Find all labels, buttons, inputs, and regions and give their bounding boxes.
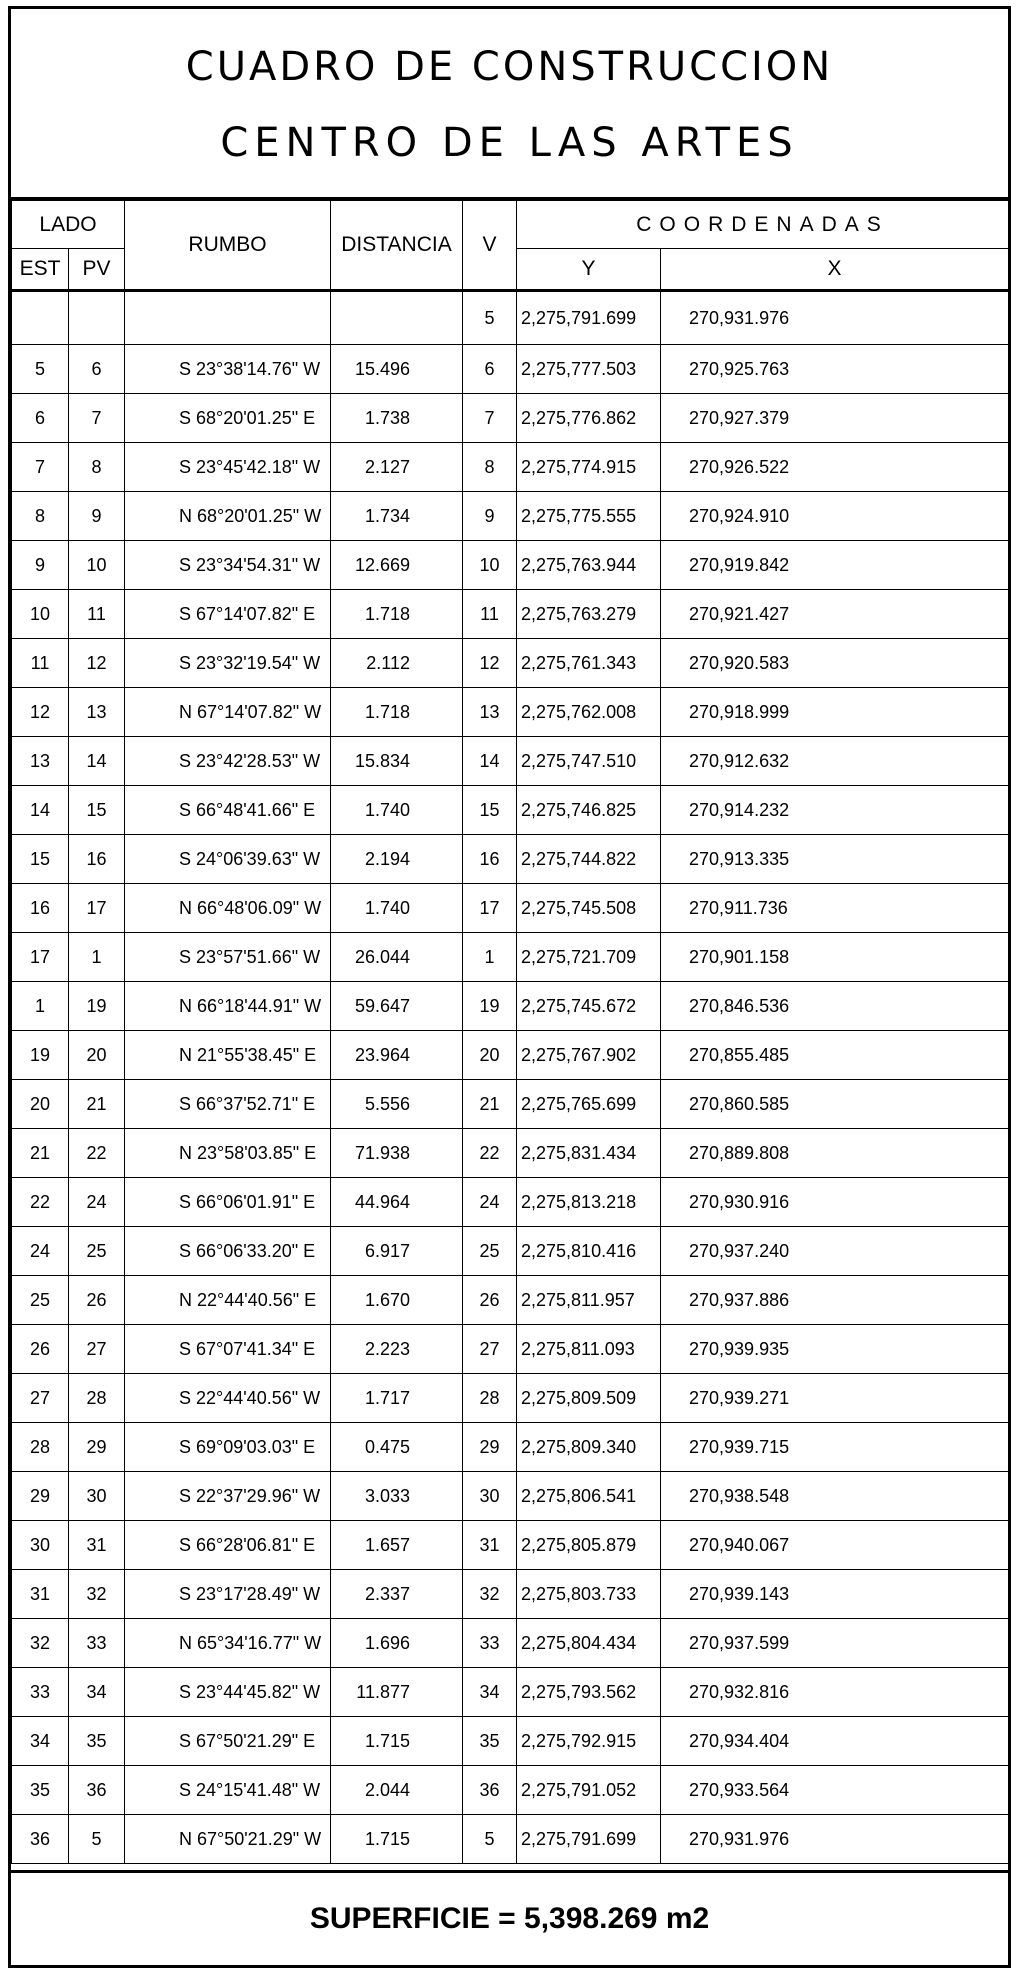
cell-pv: 13 xyxy=(69,688,125,737)
cell-distancia: 2.127 xyxy=(331,443,463,492)
cell-distancia: 71.938 xyxy=(331,1129,463,1178)
cell-v: 11 xyxy=(463,590,517,639)
header-rumbo: RUMBO xyxy=(125,201,331,291)
cell-v: 6 xyxy=(463,345,517,394)
cell-est: 11 xyxy=(12,639,69,688)
cell-y: 2,275,811.093 xyxy=(517,1325,661,1374)
construction-table xyxy=(11,200,1009,1864)
cell-rumbo: N 68°20'01.25" W xyxy=(125,492,331,541)
cell-v: 34 xyxy=(463,1668,517,1717)
cell-x: 270,937.599 xyxy=(661,1619,1009,1668)
cell-v: 10 xyxy=(463,541,517,590)
cell-v: 22 xyxy=(463,1129,517,1178)
cell-y: 2,275,791.052 xyxy=(517,1766,661,1815)
cell-y: 2,275,763.279 xyxy=(517,590,661,639)
cell-rumbo: N 66°18'44.91" W xyxy=(125,982,331,1031)
cell-x: 270,901.158 xyxy=(661,933,1009,982)
table-row xyxy=(12,1668,1009,1717)
cell-v: 16 xyxy=(463,835,517,884)
cell-x: 270,930.916 xyxy=(661,1178,1009,1227)
cell-x: 270,926.522 xyxy=(661,443,1009,492)
cell-y: 2,275,745.508 xyxy=(517,884,661,933)
cell-v: 26 xyxy=(463,1276,517,1325)
cell-pv: 33 xyxy=(69,1619,125,1668)
cell-est: 20 xyxy=(12,1080,69,1129)
table-row xyxy=(12,639,1009,688)
table-row xyxy=(12,291,1009,345)
cell-v: 33 xyxy=(463,1619,517,1668)
cell-pv: 27 xyxy=(69,1325,125,1374)
construction-table-frame xyxy=(8,6,1011,1968)
cell-v: 12 xyxy=(463,639,517,688)
cell-pv: 28 xyxy=(69,1374,125,1423)
cell-distancia: 1.718 xyxy=(331,688,463,737)
cell-pv: 16 xyxy=(69,835,125,884)
cell-x: 270,937.886 xyxy=(661,1276,1009,1325)
cell-pv: 31 xyxy=(69,1521,125,1570)
cell-x: 270,939.143 xyxy=(661,1570,1009,1619)
cell-v: 30 xyxy=(463,1472,517,1521)
cell-v: 17 xyxy=(463,884,517,933)
cell-pv: 22 xyxy=(69,1129,125,1178)
cell-distancia: 2.223 xyxy=(331,1325,463,1374)
cell-pv: 25 xyxy=(69,1227,125,1276)
cell-distancia: 1.718 xyxy=(331,590,463,639)
cell-distancia: 1.696 xyxy=(331,1619,463,1668)
cell-pv xyxy=(69,291,125,345)
cell-rumbo: S 24°06'39.63" W xyxy=(125,835,331,884)
cell-y: 2,275,810.416 xyxy=(517,1227,661,1276)
cell-y: 2,275,777.503 xyxy=(517,345,661,394)
cell-pv: 26 xyxy=(69,1276,125,1325)
cell-v: 8 xyxy=(463,443,517,492)
cell-distancia: 2.044 xyxy=(331,1766,463,1815)
cell-est: 34 xyxy=(12,1717,69,1766)
header-distancia: DISTANCIA xyxy=(331,201,463,291)
table-row xyxy=(12,1325,1009,1374)
cell-rumbo: N 67°14'07.82" W xyxy=(125,688,331,737)
cell-v: 29 xyxy=(463,1423,517,1472)
cell-rumbo: S 23°42'28.53" W xyxy=(125,737,331,786)
cell-v: 14 xyxy=(463,737,517,786)
cell-pv: 1 xyxy=(69,933,125,982)
cell-est: 28 xyxy=(12,1423,69,1472)
table-row xyxy=(12,1766,1009,1815)
table-body xyxy=(12,291,1009,1864)
cell-distancia: 59.647 xyxy=(331,982,463,1031)
cell-est: 13 xyxy=(12,737,69,786)
table-row xyxy=(12,1276,1009,1325)
cell-est: 5 xyxy=(12,345,69,394)
cell-x: 270,924.910 xyxy=(661,492,1009,541)
cell-y: 2,275,806.541 xyxy=(517,1472,661,1521)
cell-est xyxy=(12,291,69,345)
cell-v: 35 xyxy=(463,1717,517,1766)
table-row xyxy=(12,1815,1009,1864)
table-row xyxy=(12,1227,1009,1276)
cell-est: 6 xyxy=(12,394,69,443)
cell-y: 2,275,762.008 xyxy=(517,688,661,737)
cell-y: 2,275,793.562 xyxy=(517,1668,661,1717)
cell-distancia: 15.496 xyxy=(331,345,463,394)
header-coordenadas: COORDENADAS xyxy=(517,201,1009,249)
cell-x: 270,939.715 xyxy=(661,1423,1009,1472)
cell-pv: 35 xyxy=(69,1717,125,1766)
cell-pv: 10 xyxy=(69,541,125,590)
cell-pv: 12 xyxy=(69,639,125,688)
cell-est: 35 xyxy=(12,1766,69,1815)
cell-pv: 21 xyxy=(69,1080,125,1129)
cell-est: 36 xyxy=(12,1815,69,1864)
cell-x: 270,939.271 xyxy=(661,1374,1009,1423)
cell-est: 10 xyxy=(12,590,69,639)
cell-rumbo: S 69°09'03.03" E xyxy=(125,1423,331,1472)
cell-pv: 36 xyxy=(69,1766,125,1815)
table-row xyxy=(12,737,1009,786)
cell-y: 2,275,792.915 xyxy=(517,1717,661,1766)
table-row xyxy=(12,1178,1009,1227)
table-row xyxy=(12,982,1009,1031)
cell-distancia: 2.337 xyxy=(331,1570,463,1619)
cell-x: 270,938.548 xyxy=(661,1472,1009,1521)
cell-y: 2,275,791.699 xyxy=(517,1815,661,1864)
cell-v: 20 xyxy=(463,1031,517,1080)
cell-pv: 34 xyxy=(69,1668,125,1717)
cell-rumbo: N 23°58'03.85" E xyxy=(125,1129,331,1178)
header-est: EST xyxy=(12,249,69,291)
table-row xyxy=(12,1570,1009,1619)
table-row xyxy=(12,1717,1009,1766)
cell-rumbo: S 66°28'06.81" E xyxy=(125,1521,331,1570)
cell-distancia: 0.475 xyxy=(331,1423,463,1472)
cell-est: 12 xyxy=(12,688,69,737)
superficie-total: SUPERFICIE = 5,398.269 m2 xyxy=(11,1870,1008,1965)
cell-y: 2,275,761.343 xyxy=(517,639,661,688)
table-row xyxy=(12,345,1009,394)
cell-pv: 8 xyxy=(69,443,125,492)
cell-x: 270,939.935 xyxy=(661,1325,1009,1374)
cell-x: 270,933.564 xyxy=(661,1766,1009,1815)
cell-est: 21 xyxy=(12,1129,69,1178)
cell-x: 270,940.067 xyxy=(661,1521,1009,1570)
cell-distancia: 2.194 xyxy=(331,835,463,884)
table-row xyxy=(12,492,1009,541)
cell-est: 24 xyxy=(12,1227,69,1276)
cell-y: 2,275,803.733 xyxy=(517,1570,661,1619)
cell-est: 8 xyxy=(12,492,69,541)
table-row xyxy=(12,394,1009,443)
cell-distancia: 6.917 xyxy=(331,1227,463,1276)
cell-est: 14 xyxy=(12,786,69,835)
cell-rumbo: S 68°20'01.25" E xyxy=(125,394,331,443)
cell-distancia: 1.715 xyxy=(331,1815,463,1864)
cell-pv: 19 xyxy=(69,982,125,1031)
cell-est: 27 xyxy=(12,1374,69,1423)
cell-distancia: 1.734 xyxy=(331,492,463,541)
cell-v: 27 xyxy=(463,1325,517,1374)
cell-pv: 30 xyxy=(69,1472,125,1521)
cell-v: 1 xyxy=(463,933,517,982)
table-row xyxy=(12,1619,1009,1668)
cell-y: 2,275,763.944 xyxy=(517,541,661,590)
cell-distancia: 15.834 xyxy=(331,737,463,786)
cell-v: 31 xyxy=(463,1521,517,1570)
cell-distancia xyxy=(331,291,463,345)
cell-distancia: 11.877 xyxy=(331,1668,463,1717)
cell-y: 2,275,809.509 xyxy=(517,1374,661,1423)
cell-rumbo: S 67°50'21.29" E xyxy=(125,1717,331,1766)
header-pv: PV xyxy=(69,249,125,291)
cell-x: 270,913.335 xyxy=(661,835,1009,884)
cell-x: 270,914.232 xyxy=(661,786,1009,835)
cell-v: 28 xyxy=(463,1374,517,1423)
table-row xyxy=(12,541,1009,590)
cell-est: 33 xyxy=(12,1668,69,1717)
cell-distancia: 1.670 xyxy=(331,1276,463,1325)
table-row xyxy=(12,590,1009,639)
cell-x: 270,855.485 xyxy=(661,1031,1009,1080)
cell-v: 36 xyxy=(463,1766,517,1815)
cell-distancia: 23.964 xyxy=(331,1031,463,1080)
cell-x: 270,934.404 xyxy=(661,1717,1009,1766)
cell-y: 2,275,744.822 xyxy=(517,835,661,884)
table-row xyxy=(12,884,1009,933)
cell-pv: 32 xyxy=(69,1570,125,1619)
cell-rumbo: S 66°48'41.66" E xyxy=(125,786,331,835)
cell-est: 26 xyxy=(12,1325,69,1374)
cell-pv: 9 xyxy=(69,492,125,541)
table-row xyxy=(12,1423,1009,1472)
cell-y: 2,275,765.699 xyxy=(517,1080,661,1129)
cell-pv: 11 xyxy=(69,590,125,639)
cell-pv: 5 xyxy=(69,1815,125,1864)
cell-distancia: 1.717 xyxy=(331,1374,463,1423)
cell-est: 29 xyxy=(12,1472,69,1521)
cell-est: 1 xyxy=(12,982,69,1031)
header-row xyxy=(12,201,1009,249)
cell-v: 5 xyxy=(463,1815,517,1864)
cell-v: 24 xyxy=(463,1178,517,1227)
cell-v: 19 xyxy=(463,982,517,1031)
cell-x: 270,920.583 xyxy=(661,639,1009,688)
title-block xyxy=(11,9,1008,200)
cell-rumbo: S 66°37'52.71" E xyxy=(125,1080,331,1129)
cell-est: 30 xyxy=(12,1521,69,1570)
table-row xyxy=(12,1472,1009,1521)
cell-y: 2,275,809.340 xyxy=(517,1423,661,1472)
table-row xyxy=(12,1031,1009,1080)
cell-y: 2,275,831.434 xyxy=(517,1129,661,1178)
cell-est: 25 xyxy=(12,1276,69,1325)
cell-pv: 14 xyxy=(69,737,125,786)
cell-v: 15 xyxy=(463,786,517,835)
cell-v: 32 xyxy=(463,1570,517,1619)
cell-x: 270,860.585 xyxy=(661,1080,1009,1129)
header-y: Y xyxy=(517,249,661,291)
cell-x: 270,927.379 xyxy=(661,394,1009,443)
header-lado: LADO xyxy=(12,201,125,249)
cell-est: 16 xyxy=(12,884,69,933)
cell-rumbo: S 67°07'41.34" E xyxy=(125,1325,331,1374)
cell-pv: 17 xyxy=(69,884,125,933)
cell-x: 270,931.976 xyxy=(661,291,1009,345)
cell-distancia: 5.556 xyxy=(331,1080,463,1129)
table-row xyxy=(12,933,1009,982)
cell-rumbo: S 23°44'45.82" W xyxy=(125,1668,331,1717)
cell-distancia: 3.033 xyxy=(331,1472,463,1521)
cell-est: 15 xyxy=(12,835,69,884)
cell-est: 9 xyxy=(12,541,69,590)
cell-y: 2,275,805.879 xyxy=(517,1521,661,1570)
cell-y: 2,275,774.915 xyxy=(517,443,661,492)
cell-rumbo: S 67°14'07.82" E xyxy=(125,590,331,639)
cell-rumbo: N 22°44'40.56" E xyxy=(125,1276,331,1325)
cell-distancia: 26.044 xyxy=(331,933,463,982)
cell-v: 7 xyxy=(463,394,517,443)
cell-rumbo: S 22°44'40.56" W xyxy=(125,1374,331,1423)
cell-x: 270,889.808 xyxy=(661,1129,1009,1178)
cell-v: 9 xyxy=(463,492,517,541)
cell-x: 270,919.842 xyxy=(661,541,1009,590)
cell-x: 270,912.632 xyxy=(661,737,1009,786)
cell-distancia: 1.740 xyxy=(331,884,463,933)
cell-distancia: 12.669 xyxy=(331,541,463,590)
cell-rumbo: S 23°34'54.31" W xyxy=(125,541,331,590)
table-row xyxy=(12,1129,1009,1178)
cell-rumbo xyxy=(125,291,331,345)
cell-est: 22 xyxy=(12,1178,69,1227)
cell-v: 13 xyxy=(463,688,517,737)
cell-y: 2,275,745.672 xyxy=(517,982,661,1031)
table-row xyxy=(12,1080,1009,1129)
table-row xyxy=(12,688,1009,737)
cell-x: 270,932.816 xyxy=(661,1668,1009,1717)
cell-rumbo: S 66°06'33.20" E xyxy=(125,1227,331,1276)
cell-y: 2,275,811.957 xyxy=(517,1276,661,1325)
cell-y: 2,275,804.434 xyxy=(517,1619,661,1668)
cell-pv: 15 xyxy=(69,786,125,835)
cell-est: 31 xyxy=(12,1570,69,1619)
cell-x: 270,911.736 xyxy=(661,884,1009,933)
cell-y: 2,275,776.862 xyxy=(517,394,661,443)
cell-distancia: 1.715 xyxy=(331,1717,463,1766)
cell-x: 270,918.999 xyxy=(661,688,1009,737)
cell-y: 2,275,747.510 xyxy=(517,737,661,786)
cell-y: 2,275,721.709 xyxy=(517,933,661,982)
table-row xyxy=(12,443,1009,492)
cell-rumbo: S 24°15'41.48" W xyxy=(125,1766,331,1815)
cell-x: 270,846.536 xyxy=(661,982,1009,1031)
cell-distancia: 1.738 xyxy=(331,394,463,443)
cell-rumbo: S 23°45'42.18" W xyxy=(125,443,331,492)
table-row xyxy=(12,1374,1009,1423)
cell-distancia: 1.657 xyxy=(331,1521,463,1570)
cell-v: 25 xyxy=(463,1227,517,1276)
table-row xyxy=(12,786,1009,835)
document-title: CUADRO DE CONSTRUCCION xyxy=(185,44,834,90)
header-x: X xyxy=(661,249,1009,291)
cell-est: 32 xyxy=(12,1619,69,1668)
table-row xyxy=(12,835,1009,884)
cell-distancia: 1.740 xyxy=(331,786,463,835)
cell-rumbo: S 23°32'19.54" W xyxy=(125,639,331,688)
cell-rumbo: S 23°57'51.66" W xyxy=(125,933,331,982)
cell-rumbo: N 65°34'16.77" W xyxy=(125,1619,331,1668)
cell-est: 19 xyxy=(12,1031,69,1080)
cell-distancia: 44.964 xyxy=(331,1178,463,1227)
cell-pv: 20 xyxy=(69,1031,125,1080)
cell-y: 2,275,791.699 xyxy=(517,291,661,345)
cell-v: 21 xyxy=(463,1080,517,1129)
cell-y: 2,275,746.825 xyxy=(517,786,661,835)
cell-pv: 24 xyxy=(69,1178,125,1227)
cell-est: 7 xyxy=(12,443,69,492)
cell-rumbo: S 23°38'14.76" W xyxy=(125,345,331,394)
cell-y: 2,275,767.902 xyxy=(517,1031,661,1080)
cell-y: 2,275,775.555 xyxy=(517,492,661,541)
table-row xyxy=(12,1521,1009,1570)
cell-rumbo: S 23°17'28.49" W xyxy=(125,1570,331,1619)
cell-rumbo: N 67°50'21.29" W xyxy=(125,1815,331,1864)
cell-rumbo: N 21°55'38.45" E xyxy=(125,1031,331,1080)
cell-pv: 29 xyxy=(69,1423,125,1472)
cell-distancia: 2.112 xyxy=(331,639,463,688)
cell-pv: 6 xyxy=(69,345,125,394)
cell-v: 5 xyxy=(463,291,517,345)
cell-x: 270,937.240 xyxy=(661,1227,1009,1276)
header-v: V xyxy=(463,201,517,291)
cell-y: 2,275,813.218 xyxy=(517,1178,661,1227)
document-subtitle: CENTRO DE LAS ARTES xyxy=(220,120,799,166)
cell-x: 270,925.763 xyxy=(661,345,1009,394)
cell-rumbo: S 66°06'01.91" E xyxy=(125,1178,331,1227)
cell-rumbo: N 66°48'06.09" W xyxy=(125,884,331,933)
cell-pv: 7 xyxy=(69,394,125,443)
cell-x: 270,921.427 xyxy=(661,590,1009,639)
cell-rumbo: S 22°37'29.96" W xyxy=(125,1472,331,1521)
cell-x: 270,931.976 xyxy=(661,1815,1009,1864)
cell-est: 17 xyxy=(12,933,69,982)
